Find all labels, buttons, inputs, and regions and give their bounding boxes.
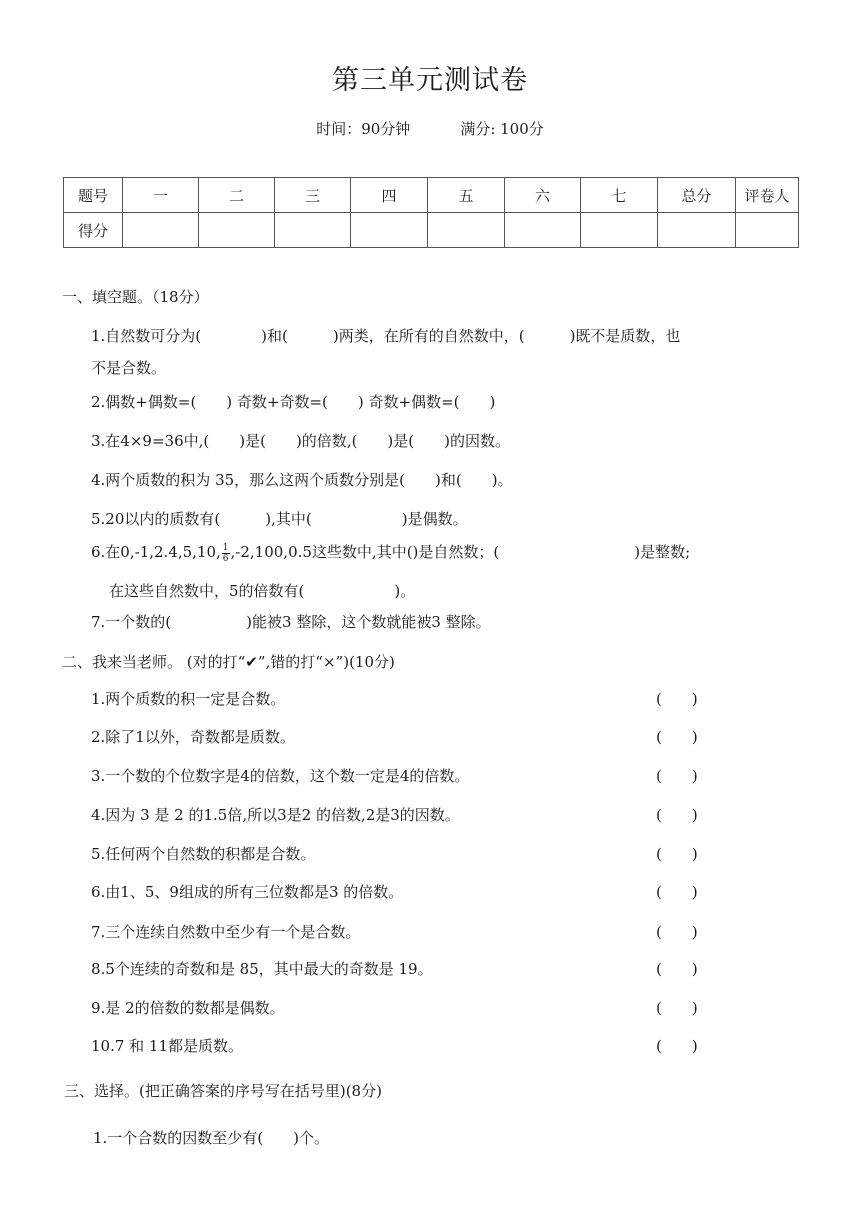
score-cell[interactable] [428,213,505,248]
score-table-header-cell: 题号 [64,178,123,213]
score-table [63,177,799,248]
answer-paren[interactable]: ( ) [656,728,698,746]
fill-question-4: 4.两个质数的积为 35，那么这两个质数分别是( )和( )。 [91,471,513,489]
fill-question-3: 3.在4×9=36中,( )是( )的倍数,( )是( )的因数。 [91,432,510,450]
score-table-header-cell: 三 [275,178,351,213]
score-cell[interactable] [581,213,658,248]
score-table-header-cell: 四 [351,178,428,213]
answer-paren[interactable]: ( ) [656,845,698,863]
answer-paren[interactable]: ( ) [656,883,698,901]
answer-paren[interactable]: ( ) [656,960,698,978]
answer-paren[interactable]: ( ) [656,690,698,708]
section-3-heading: 三、选择。(把正确答案的序号写在括号里)(8分) [64,1082,382,1100]
answer-paren[interactable]: ( ) [656,767,698,785]
section-2-heading [62,651,395,672]
judge-item: 10.7 和 11都是质数。 [91,1037,244,1055]
answer-paren[interactable]: ( ) [656,1037,698,1055]
judge-item: 6.由1、5、9组成的所有三位数都是3 的倍数。 [91,883,404,901]
judge-item: 7.三个连续自然数中至少有一个是合数。 [91,923,361,941]
fill-question-6-end: ,-2,100,0.5这些数中,其中()是自然数；( )是整数; [230,543,691,561]
fill-question-2: 2.偶数+偶数=( ) 奇数+奇数=( ) 奇数+偶数=( ) [91,393,496,411]
answer-paren[interactable]: ( ) [656,999,698,1017]
answer-paren[interactable]: ( ) [656,806,698,824]
judge-item: 5.任何两个自然数的积都是合数。 [91,845,316,863]
score-table-header-cell: 六 [505,178,581,213]
section-2-heading-end: ”,错的打“×”)(10分) [257,653,395,671]
score-table-header-cell: 评卷人 [736,178,799,213]
section-1-heading: 一、填空题。（18分） [62,288,209,306]
judge-item: 8.5个连续的奇数和是 85，其中最大的奇数是 19。 [91,960,433,978]
fill-question-7: 7.一个数的( )能被3 整除，这个数就能被3 整除。 [91,613,491,631]
score-cell[interactable] [505,213,581,248]
score-table-header-cell: 总分 [658,178,736,213]
judge-item: 3.一个数的个位数字是4的倍数，这个数一定是4的倍数。 [91,767,470,785]
score-table-header-cell: 二 [199,178,275,213]
exam-meta [0,118,860,139]
score-table-header-cell: 一 [123,178,199,213]
score-cell[interactable] [275,213,351,248]
fraction-one-sixth [222,543,230,564]
score-row-label: 得分 [64,213,123,248]
score-cell[interactable] [736,213,799,248]
fill-question-1-line1: 1.自然数可分为( )和( )两类，在所有的自然数中，( )既不是质数，也 [91,327,681,345]
score-table-header-row [64,178,799,213]
score-table-header-cell: 五 [428,178,505,213]
score-cell[interactable] [123,213,199,248]
fill-question-1-line2: 不是合数。 [91,359,167,377]
section-2-heading-start: 二、我来当老师。 (对的打“ [62,653,246,671]
page-title: 第三单元测试卷 [332,65,528,96]
judge-item: 9.是 2的倍数的数都是偶数。 [91,999,285,1017]
fill-question-6 [91,541,690,564]
score-cell[interactable] [351,213,428,248]
score-table-score-row [64,213,799,248]
fraction-denominator: 6 [222,553,229,564]
score-table-header-cell: 七 [581,178,658,213]
fraction-numerator: 1 [222,542,229,553]
judge-item: 1.两个质数的积一定是合数。 [91,690,286,708]
fill-question-1 [91,320,807,384]
judge-item: 4.因为 3 是 2 的1.5倍,所以3是2 的倍数,2是3的因数。 [91,806,460,824]
score-cell[interactable] [199,213,275,248]
answer-paren[interactable]: ( ) [656,923,698,941]
choice-question-1: 1.一个合数的因数至少有( )个。 [93,1129,330,1147]
judge-item: 2.除了1以外，奇数都是质数。 [91,728,295,746]
fill-question-5: 5.20以内的质数有( ),其中( )是偶数。 [91,510,468,528]
fill-question-6-start: 6.在0,-1,2.4,5,10, [91,543,221,561]
exam-full-score: 满分: 100分 [460,120,544,138]
fill-question-6-line2: 在这些自然数中，5的倍数有( )。 [109,582,416,600]
check-mark-icon: ✔ [245,653,258,671]
exam-time: 时间：90分钟 [316,120,411,138]
score-cell[interactable] [658,213,736,248]
